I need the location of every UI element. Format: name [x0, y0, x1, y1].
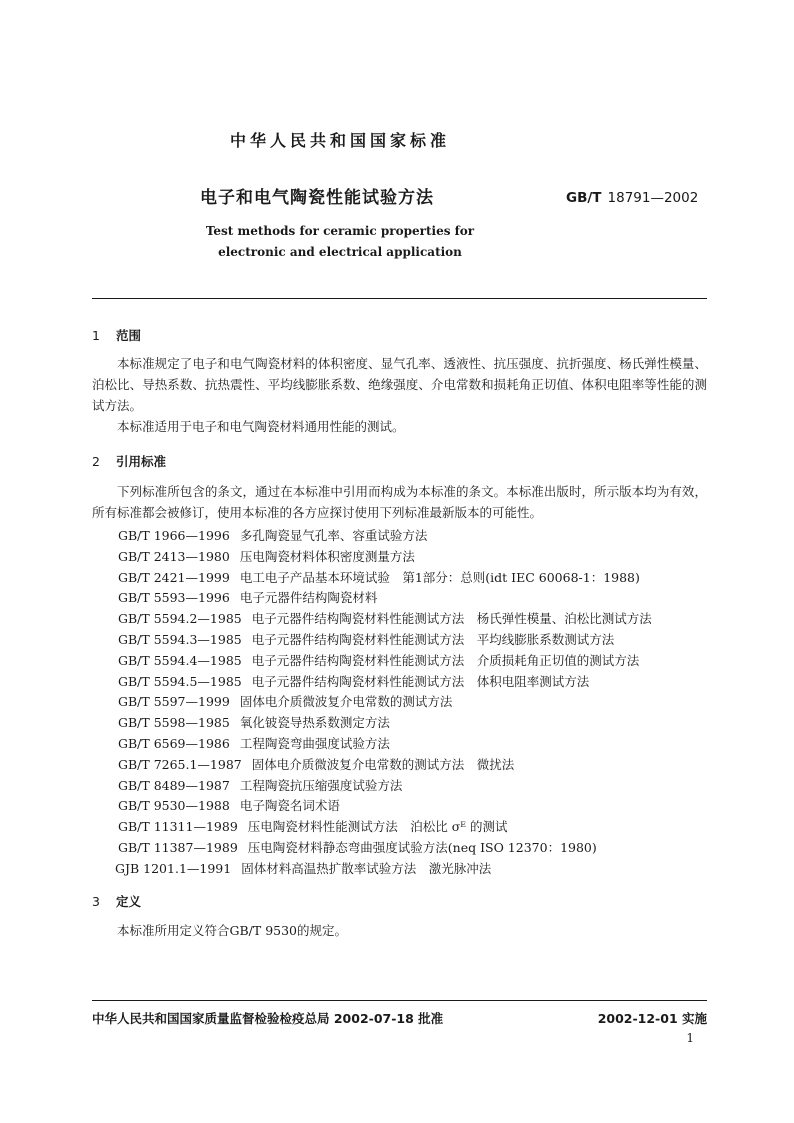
reference-title: 电子元器件结构陶瓷材料性能测试方法 平均线膨胀系数测试方法: [251, 631, 615, 647]
reference-title: 工程陶瓷抗压缩强度试验方法: [239, 777, 403, 793]
reference-title: 固体电介质微波复介电常数的测试方法 微扰法: [251, 756, 515, 772]
reference-code: GB/T 7265.1—1987: [118, 756, 242, 772]
section-2-heading: [92, 452, 166, 470]
reference-item: [118, 796, 652, 817]
reference-item: [118, 568, 652, 589]
reference-code: GB/T 11387—1989: [118, 839, 238, 855]
reference-title: 电子元器件结构陶瓷材料性能测试方法 介质损耗角正切值的测试方法: [251, 652, 640, 668]
reference-item: [118, 547, 652, 568]
header-divider: [92, 298, 707, 299]
section-3-heading: [92, 892, 141, 910]
reference-item: [118, 734, 652, 755]
reference-title: 电工电子产品基本环境试验 第1部分：总则(idt IEC 60068-1：1988): [239, 569, 640, 585]
issuing-country-header: 中华人民共和国国家标准: [229, 131, 450, 150]
reference-code: GB/T 11311—1989: [118, 819, 238, 835]
section-title: 范围: [116, 328, 142, 343]
reference-item: [118, 609, 652, 630]
reference-title: 多孔陶瓷显气孔率、容重试验方法: [239, 528, 428, 543]
reference-code: GB/T 5598—1985: [118, 715, 230, 731]
reference-title: 压电陶瓷材料静态弯曲强度试验方法(neq ISO 12370：1980): [247, 839, 597, 855]
reference-code: GB/T 5594.2—1985: [118, 611, 242, 627]
reference-item: [118, 817, 652, 838]
reference-code: GB/T 2421—1999: [118, 569, 230, 585]
reference-title: 固体材料高温热扩散率试验方法 激光脉冲法: [241, 860, 492, 876]
reference-title: 电子元器件结构陶瓷材料性能测试方法 体积电阻率测试方法: [251, 673, 590, 689]
standard-title-en-line1: Test methods for ceramic properties for: [205, 224, 475, 238]
reference-title: 电子元器件结构陶瓷材料: [239, 590, 378, 606]
standard-number: [566, 190, 698, 206]
reference-item: [118, 755, 652, 776]
footer-divider: [92, 1000, 707, 1001]
section-title: 引用标准: [116, 454, 167, 469]
reference-code: GB/T 5593—1996: [118, 590, 230, 606]
section-1-heading: [92, 326, 141, 344]
reference-item: [118, 651, 652, 672]
reference-code: GB/T 5594.4—1985: [118, 652, 242, 668]
section-number: 3: [92, 894, 100, 909]
reference-item: [118, 672, 652, 693]
reference-item: [118, 692, 652, 713]
reference-title: 固体电介质微波复介电常数的测试方法: [239, 694, 453, 710]
reference-code: GB/T 8489—1987: [118, 777, 230, 793]
section-3-body: [92, 920, 707, 941]
reference-title: 压电陶瓷材料体积密度测量方法: [239, 548, 415, 564]
reference-code: GB/T 9530—1988: [118, 798, 230, 814]
reference-title: 电子元器件结构陶瓷材料性能测试方法 杨氏弹性模量、泊松比测试方法: [251, 611, 652, 627]
reference-item: [115, 859, 652, 880]
reference-title: 氧化铍瓷导热系数测定方法: [239, 715, 390, 731]
reference-item: [118, 776, 652, 797]
reference-code: GB/T 1966—1996: [118, 528, 230, 543]
reference-title: 工程陶瓷弯曲强度试验方法: [239, 735, 390, 751]
standard-code: 18791—2002: [607, 190, 699, 206]
standard-title-en-line2: electronic and electrical application: [218, 245, 462, 259]
reference-item: [118, 526, 652, 547]
section-number: 2: [92, 454, 100, 469]
effective-date: 2002-12-01 实施: [597, 1011, 707, 1026]
reference-code: GB/T 6569—1986: [118, 735, 230, 751]
references-intro: 下列标准所包含的条文，通过在本标准中引用而构成为本标准的条文。本标准出版时，所示版本均为有效，所有标准都会被修订，使用本标准的各方应探讨使用下列标准最新版本的可能性。: [92, 484, 707, 520]
standard-prefix: GB/T: [566, 190, 602, 206]
standard-title-cn: 电子和电气陶瓷性能试验方法: [200, 188, 434, 208]
section-number: 1: [92, 328, 100, 343]
scope-paragraph-1: 本标准规定了电子和电气陶瓷材料的体积密度、显气孔率、透液性、抗压强度、抗折强度、杨氏弹性模量、泊松比、导热系数、抗热震性、平均线膨胀系数、绝缘强度、介电常数和损耗角正切值、体积电阻率等性能的测试方法。: [92, 356, 707, 413]
reference-title: 电子陶瓷名词术语: [239, 798, 340, 814]
approval-issuer: 中华人民共和国国家质量监督检验检疫总局 2002-07-18 批准: [92, 1011, 444, 1026]
reference-item: [118, 588, 652, 609]
normative-references-list: [115, 526, 652, 880]
scope-paragraph-2: 本标准适用于电子和电气陶瓷材料通用性能的测试。: [117, 419, 405, 434]
reference-code: GB/T 5594.3—1985: [118, 631, 242, 647]
page-number: 1: [686, 1031, 694, 1045]
section-2-intro: [92, 481, 707, 523]
reference-code: GB/T 5594.5—1985: [118, 673, 242, 689]
reference-code: GB/T 5597—1999: [118, 694, 230, 710]
reference-title: 压电陶瓷材料性能测试方法 泊松比 σᴱ 的测试: [247, 819, 508, 835]
section-title: 定义: [116, 894, 142, 909]
reference-code: GB/T 2413—1980: [118, 548, 230, 564]
reference-item: [118, 838, 652, 859]
definitions-paragraph: 本标准所用定义符合GB/T 9530的规定。: [117, 923, 348, 938]
reference-item: [118, 630, 652, 651]
section-1-body: [92, 353, 707, 437]
reference-code: GJB 1201.1—1991: [115, 860, 232, 876]
reference-item: [118, 713, 652, 734]
